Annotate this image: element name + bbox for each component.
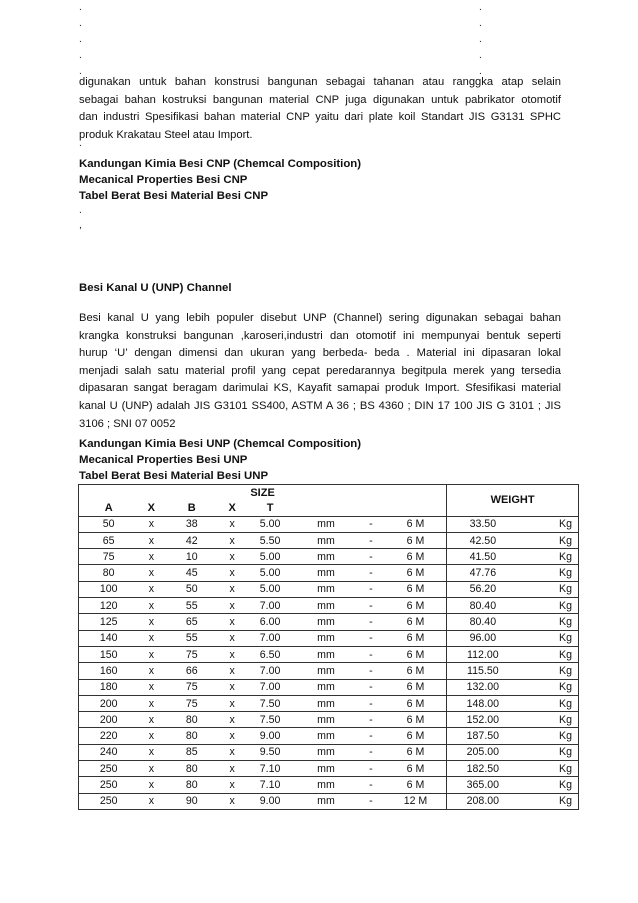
dot-row [79,50,499,66]
cell-weight-unit: Kg [519,761,579,777]
cell-a: 50 [79,516,139,532]
cell-length: 6 M [385,598,447,614]
weight-header: WEIGHT [447,485,579,517]
cell-t: 7.00 [245,679,295,695]
cell-b: 55 [164,630,219,646]
table-body [79,516,579,809]
cell-weight: 96.00 [447,630,519,646]
cell-t: 5.00 [245,581,295,597]
cell-b: 10 [164,549,219,565]
table-row [79,728,579,744]
cell-a: 250 [79,761,139,777]
cell-weight-unit: Kg [519,630,579,646]
cell-weight-unit: Kg [519,695,579,711]
cell-x2: x [219,614,245,630]
cell-length: 6 M [385,695,447,711]
dot-row [79,18,499,34]
cell-x2: x [219,712,245,728]
cell-b: 55 [164,598,219,614]
cell-t: 5.00 [245,549,295,565]
unp-weight-table [78,484,579,810]
cell-length: 6 M [385,516,447,532]
cell-weight: 80.40 [447,614,519,630]
cell-x1: x [138,728,164,744]
paragraph-line: digunakan untuk bahan konstrusi bangunan sebagai tahanan atau ranggka atap selain [79,76,561,88]
dot-left: . [79,66,82,77]
paragraph-line: sebagai bahan kostruksi bangunan material CNP juga digunakan untuk pabrikator otomotif [79,93,561,106]
cell-weight: 152.00 [447,712,519,728]
cell-x1: x [138,598,164,614]
cell-weight-unit: Kg [519,744,579,760]
paragraph-line: kanal U (UNP) adalah JIS G3101 SS400, ASTM A 36 ; BS 4360 ; DIN 17 100 JIS G 3101 ; JIS [79,399,561,412]
table-row [79,549,579,565]
cell-unit: mm [295,728,357,744]
cell-dash: - [357,793,385,809]
cell-x1: x [138,614,164,630]
cell-x1: x [138,744,164,760]
cell-unit: mm [295,777,357,793]
separator-dot: . [79,138,82,149]
cell-t: 7.10 [245,761,295,777]
cell-t: 7.00 [245,630,295,646]
cell-x1: x [138,695,164,711]
paragraph-line: hurup ‘U’ dengan dimensi dan ukuran yang berbeda- beda . Material ini dipasaran lokal [79,347,561,360]
cell-unit: mm [295,646,357,662]
table-row [79,532,579,548]
cell-x2: x [219,565,245,581]
cell-unit: mm [295,614,357,630]
table-row [79,712,579,728]
cell-unit: mm [295,630,357,646]
cell-b: 80 [164,712,219,728]
top-dot-rows [79,2,499,82]
table-row [79,679,579,695]
cnp-weight-heading: Tabel Berat Besi Material Besi CNP [79,190,269,202]
cell-unit: mm [295,712,357,728]
paragraph-line: menjadi salah satu material profil yang cepat peredarannya begitpula merek yang tersedia [79,364,561,377]
table-row [79,614,579,630]
cell-a: 80 [79,565,139,581]
cell-weight: 56.20 [447,581,519,597]
cell-x2: x [219,744,245,760]
cell-a: 75 [79,549,139,565]
cell-dash: - [357,516,385,532]
cell-unit: mm [295,549,357,565]
cell-x2: x [219,532,245,548]
cell-weight: 205.00 [447,744,519,760]
cell-weight: 187.50 [447,728,519,744]
empty-header-cell [295,500,357,516]
cell-weight-unit: Kg [519,793,579,809]
empty-header-cell [385,500,447,516]
cell-t: 9.00 [245,793,295,809]
cell-a: 240 [79,744,139,760]
cell-x1: x [138,581,164,597]
col-b-header: B [164,500,219,516]
cell-unit: mm [295,679,357,695]
dot-left: . [79,18,82,29]
table-row [79,565,579,581]
table-row [79,793,579,809]
cell-x2: x [219,679,245,695]
cell-a: 100 [79,581,139,597]
cell-x2: x [219,646,245,662]
cell-weight: 80.40 [447,598,519,614]
cell-dash: - [357,565,385,581]
cell-t: 7.00 [245,598,295,614]
table-row [79,646,579,662]
cell-b: 85 [164,744,219,760]
cell-x2: x [219,663,245,679]
cell-weight-unit: Kg [519,712,579,728]
cell-a: 220 [79,728,139,744]
cell-unit: mm [295,565,357,581]
cell-x2: x [219,777,245,793]
dot-right: . [479,18,482,29]
cell-weight: 47.76 [447,565,519,581]
cell-weight: 33.50 [447,516,519,532]
cell-x1: x [138,646,164,662]
cell-weight-unit: Kg [519,614,579,630]
cell-t: 5.00 [245,565,295,581]
cell-x2: x [219,598,245,614]
cell-x1: x [138,532,164,548]
cell-dash: - [357,777,385,793]
cell-length: 6 M [385,581,447,597]
cell-x1: x [138,679,164,695]
cell-weight: 112.00 [447,646,519,662]
table-row [79,516,579,532]
empty-header-cell [357,500,385,516]
paragraph-line: Besi kanal U yang lebih populer disebut UNP (Channel) sering digunakan sebagai bahan [79,312,561,324]
cell-length: 6 M [385,549,447,565]
cell-unit: mm [295,695,357,711]
cell-weight: 132.00 [447,679,519,695]
cell-b: 80 [164,728,219,744]
cell-dash: - [357,695,385,711]
table-row [79,630,579,646]
cell-unit: mm [295,598,357,614]
cell-length: 6 M [385,614,447,630]
separator-dot: . [79,205,82,216]
cell-t: 7.50 [245,712,295,728]
cell-a: 65 [79,532,139,548]
cell-a: 140 [79,630,139,646]
cell-b: 90 [164,793,219,809]
cell-t: 7.00 [245,663,295,679]
cell-weight-unit: Kg [519,728,579,744]
paragraph-line: dipasaran sangat beragam darimulai KS, Kayafit samapai produk Import. Sfesifikasi material [79,382,561,395]
cell-weight: 208.00 [447,793,519,809]
cell-dash: - [357,761,385,777]
cell-length: 6 M [385,663,447,679]
cell-dash: - [357,630,385,646]
cell-weight-unit: Kg [519,598,579,614]
cell-x1: x [138,663,164,679]
cell-t: 5.50 [245,532,295,548]
cell-a: 160 [79,663,139,679]
cell-x1: x [138,793,164,809]
cell-t: 7.50 [245,695,295,711]
cell-dash: - [357,744,385,760]
col-t-header: T [245,500,295,516]
cell-length: 6 M [385,532,447,548]
cell-t: 5.00 [245,516,295,532]
cell-dash: - [357,679,385,695]
dot-row [79,34,499,50]
cell-x1: x [138,516,164,532]
cell-dash: - [357,598,385,614]
paragraph-line: dan industri Spesifikasi bahan material CNP yaitu dari plate koil Standart JIS G3131 SPHC [79,111,561,124]
cell-length: 6 M [385,565,447,581]
cell-weight-unit: Kg [519,549,579,565]
col-a-header: A [79,500,139,516]
cell-weight-unit: Kg [519,516,579,532]
table-row [79,761,579,777]
cell-t: 7.10 [245,777,295,793]
cell-t: 9.50 [245,744,295,760]
cell-x1: x [138,630,164,646]
cell-unit: mm [295,516,357,532]
cell-a: 200 [79,695,139,711]
cell-x2: x [219,695,245,711]
cell-length: 6 M [385,646,447,662]
dot-right: . [479,50,482,61]
cell-b: 65 [164,614,219,630]
table-row [79,598,579,614]
table-row [79,777,579,793]
cell-weight-unit: Kg [519,679,579,695]
cell-length: 6 M [385,761,447,777]
dot-left: . [79,50,82,61]
cell-unit: mm [295,663,357,679]
cell-x2: x [219,581,245,597]
cell-dash: - [357,614,385,630]
cell-t: 9.00 [245,728,295,744]
dot-left: . [79,34,82,45]
cell-unit: mm [295,744,357,760]
cnp-mech-heading: Mecanical Properties Besi CNP [79,174,248,186]
cell-b: 45 [164,565,219,581]
cell-b: 50 [164,581,219,597]
cell-x1: x [138,712,164,728]
cell-weight: 148.00 [447,695,519,711]
cell-dash: - [357,646,385,662]
cell-b: 38 [164,516,219,532]
cell-x1: x [138,565,164,581]
cell-t: 6.00 [245,614,295,630]
cell-weight-unit: Kg [519,581,579,597]
cell-a: 200 [79,712,139,728]
col-x2-header: X [219,500,245,516]
cnp-chem-heading: Kandungan Kimia Besi CNP (Chemcal Composition) [79,158,362,170]
cell-x2: x [219,728,245,744]
table-row [79,663,579,679]
cell-weight-unit: Kg [519,646,579,662]
dot-right: . [479,34,482,45]
cell-a: 180 [79,679,139,695]
cell-weight-unit: Kg [519,663,579,679]
cell-unit: mm [295,793,357,809]
cell-weight: 115.50 [447,663,519,679]
cell-x1: x [138,777,164,793]
cell-a: 120 [79,598,139,614]
cell-length: 6 M [385,777,447,793]
dot-right: . [479,66,482,77]
cell-unit: mm [295,581,357,597]
cell-t: 6.50 [245,646,295,662]
cell-x2: x [219,516,245,532]
cell-b: 80 [164,761,219,777]
cell-x1: x [138,549,164,565]
cell-unit: mm [295,532,357,548]
size-header: SIZE [79,485,447,501]
cell-b: 66 [164,663,219,679]
cell-a: 150 [79,646,139,662]
unp-paragraph [79,310,561,433]
cell-a: 250 [79,793,139,809]
cell-b: 75 [164,646,219,662]
cnp-paragraph [79,74,561,144]
cell-b: 80 [164,777,219,793]
cell-length: 6 M [385,679,447,695]
cell-length: 6 M [385,630,447,646]
cell-unit: mm [295,761,357,777]
cell-length: 6 M [385,728,447,744]
cell-weight-unit: Kg [519,777,579,793]
cell-weight-unit: Kg [519,532,579,548]
cell-length: 6 M [385,712,447,728]
cell-x2: x [219,761,245,777]
cell-length: 12 M [385,793,447,809]
paragraph-line: 3106 ; SNI 07 0052 [79,417,176,430]
paragraph-line: produk Krakatau Steel atau Import. [79,128,253,141]
dot-right: . [479,2,482,13]
cell-b: 75 [164,695,219,711]
table-row [79,581,579,597]
table-header-row [79,485,579,501]
cell-dash: - [357,728,385,744]
cell-a: 250 [79,777,139,793]
separator-comma: , [79,220,82,231]
table-row [79,744,579,760]
cell-x2: x [219,630,245,646]
unp-mech-heading: Mecanical Properties Besi UNP [79,454,248,466]
unp-weight-heading: Tabel Berat Besi Material Besi UNP [79,470,269,482]
cell-length: 6 M [385,744,447,760]
cell-weight: 365.00 [447,777,519,793]
col-x1-header: X [138,500,164,516]
cell-x1: x [138,761,164,777]
unp-chem-heading: Kandungan Kimia Besi UNP (Chemcal Composition) [79,438,362,450]
cell-dash: - [357,549,385,565]
cell-dash: - [357,581,385,597]
dot-left: . [79,2,82,13]
paragraph-line: krangka konstruksi bangunan ,karoseri,industri dan otomotif ini mempunyai bentuk seperti [79,329,561,342]
cell-weight: 41.50 [447,549,519,565]
cell-a: 125 [79,614,139,630]
cell-weight: 42.50 [447,532,519,548]
cell-dash: - [357,663,385,679]
dot-row [79,2,499,18]
unp-section-title: Besi Kanal U (UNP) Channel [79,282,232,294]
cell-dash: - [357,712,385,728]
table-row [79,695,579,711]
cell-weight: 182.50 [447,761,519,777]
cell-b: 42 [164,532,219,548]
cell-dash: - [357,532,385,548]
cell-x2: x [219,549,245,565]
cell-x2: x [219,793,245,809]
cell-weight-unit: Kg [519,565,579,581]
cell-b: 75 [164,679,219,695]
